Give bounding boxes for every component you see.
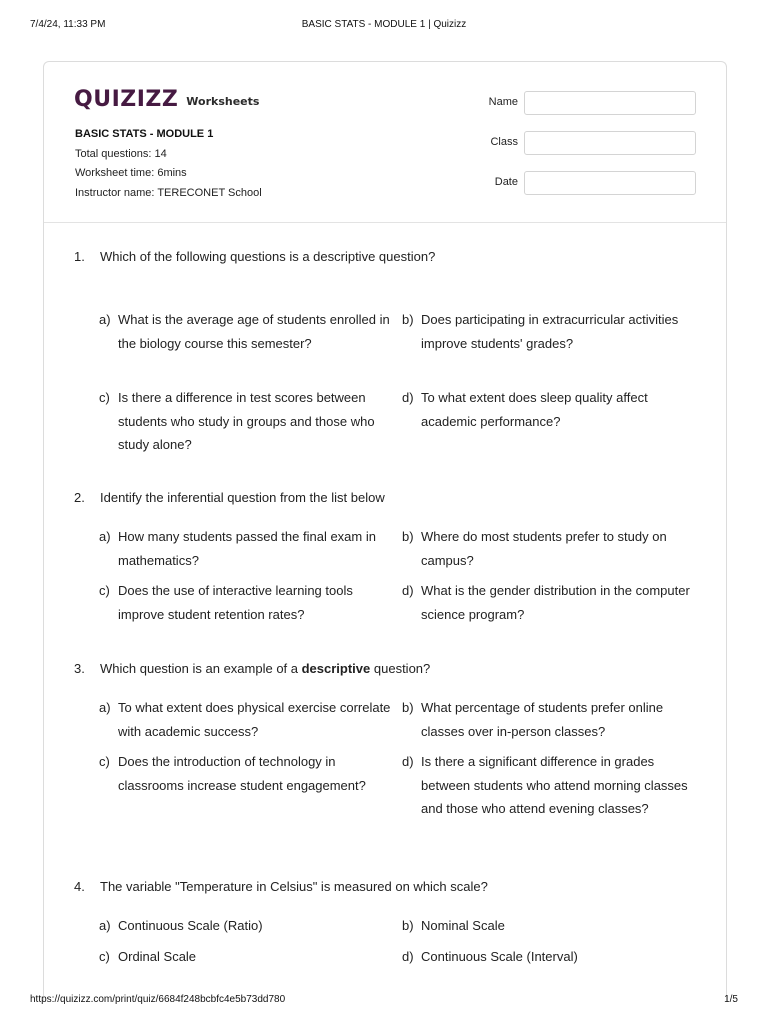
date-field[interactable]: [524, 171, 696, 195]
option-text: What is the average age of students enrolled in the biology course this semester?: [118, 312, 390, 351]
option-text: To what extent does sleep quality affect academic performance?: [421, 390, 648, 429]
option-letter: a): [99, 529, 111, 544]
quizizz-logo: [74, 84, 259, 114]
brand-name: QUIZIZZ: [74, 86, 179, 112]
option-text: How many students passed the final exam in mathematics?: [118, 529, 376, 568]
class-field[interactable]: [524, 131, 696, 155]
question-text: Identify the inferential question from the list below: [100, 490, 385, 505]
print-title: BASIC STATS - MODULE 1 | Quizizz: [301, 19, 467, 30]
question-number: 2.: [74, 490, 85, 505]
option-letter: d): [402, 390, 414, 405]
instructor-name: Instructor name: TERECONET School: [75, 186, 262, 199]
option-text: Does participating in extracurricular activities improve students' grades?: [421, 312, 679, 351]
option-letter: d): [402, 583, 414, 598]
option-text: What is the gender distribution in the computer science program?: [421, 583, 690, 622]
option-text: Does the use of interactive learning tools improve student retention rates?: [118, 583, 353, 622]
option-text: Is there a difference in test scores between students who study in groups and those who study alone?: [118, 390, 375, 452]
name-label: Name: [488, 96, 518, 108]
option-letter: a): [99, 918, 111, 933]
worksheet-time: Worksheet time: 6mins: [75, 167, 187, 179]
option-letter: a): [99, 312, 111, 327]
question-text-part: question?: [370, 661, 431, 676]
page-number: 1/5: [724, 994, 738, 1005]
option-text: Ordinal Scale: [118, 949, 197, 964]
question-text: The variable "Temperature in Celsius" is measured on which scale?: [100, 879, 488, 894]
option-letter: a): [99, 700, 111, 715]
option-letter: c): [99, 754, 110, 769]
worksheet-title: BASIC STATS - MODULE 1: [75, 128, 214, 140]
question-text: Which of the following questions is a descriptive question?: [100, 249, 436, 264]
question-number: 1.: [74, 249, 85, 264]
option-letter: b): [402, 312, 414, 327]
print-footer: [30, 994, 738, 1008]
print-header: [30, 19, 738, 33]
question-text: [100, 661, 696, 676]
option-text: Where do most students prefer to study on campus?: [421, 529, 667, 568]
option-text: Continuous Scale (Ratio): [118, 918, 263, 933]
option-text: To what extent does physical exercise correlate with academic success?: [118, 700, 391, 739]
option-letter: d): [402, 754, 414, 769]
worksheet-card: [43, 61, 727, 1002]
option-letter: d): [402, 949, 414, 964]
print-datetime: 7/4/24, 11:33 PM: [30, 19, 106, 30]
page-url[interactable]: https://quizizz.com/print/quiz/6684f248bcbfc4e5b73dd780: [30, 994, 286, 1005]
option-letter: c): [99, 390, 110, 405]
date-field-row: [474, 171, 696, 195]
option-text: Does the introduction of technology in classrooms increase student engagement?: [118, 754, 366, 793]
option-letter: b): [402, 529, 414, 544]
question-text-part: Which question is an example of a: [100, 661, 302, 676]
worksheet-meta: [75, 125, 262, 203]
total-questions: Total questions: 14: [75, 147, 167, 160]
option-letter: c): [99, 949, 110, 964]
option-letter: b): [402, 918, 414, 933]
worksheet-header: [44, 62, 726, 223]
option-text: What percentage of students prefer online classes over in-person classes?: [421, 700, 664, 739]
option-text: Nominal Scale: [421, 918, 505, 933]
question-number: 4.: [74, 879, 85, 894]
name-field-row: [474, 91, 696, 115]
question-number: 3.: [74, 661, 85, 676]
class-field-row: [474, 131, 696, 155]
option-text: Is there a significant difference in grades between students who attend morning classes and those who attend evening classes?: [421, 754, 688, 816]
name-field[interactable]: [524, 91, 696, 115]
option-letter: b): [402, 700, 414, 715]
date-label: Date: [494, 176, 518, 188]
brand-subtitle: Worksheets: [186, 94, 260, 108]
class-label: Class: [490, 136, 518, 148]
option-text: Continuous Scale (Interval): [421, 949, 578, 964]
option-letter: c): [99, 583, 110, 598]
question-emphasis: descriptive: [301, 661, 371, 676]
